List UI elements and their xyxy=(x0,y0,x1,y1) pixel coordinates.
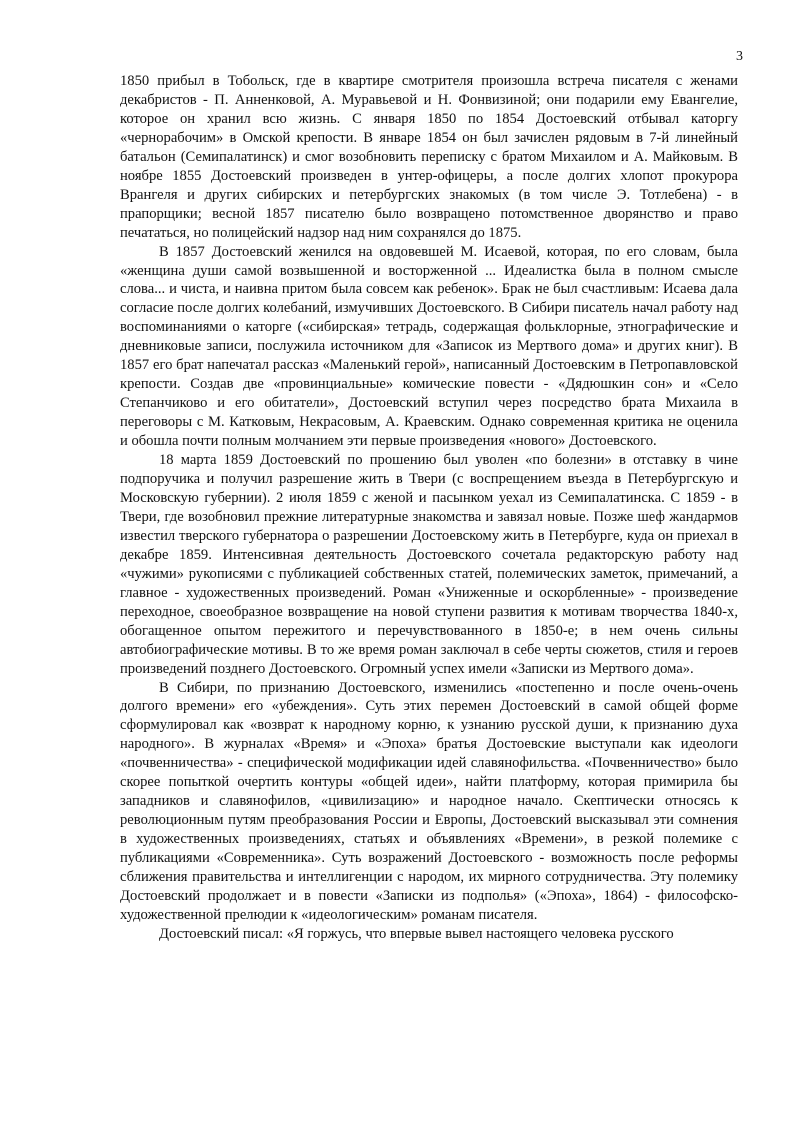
document-body xyxy=(120,72,738,944)
page-number: 3 xyxy=(736,49,743,64)
paragraph: 1850 прибыл в Тобольск, где в квартире смотрителя произошла встреча писателя с женами декабристов - П. Анненковой, А. Муравьевой и Н. Фонвизиной; они подарили ему Евангелие, которое он хранил всю жизнь. С января 1850 по 1854 Достоевский отбывал каторгу «чернорабочим» в Омской крепости. В январе 1854 он был зачислен рядовым в 7-й линейный батальон (Семипалатинск) и смог возобновить переписку с братом Михаилом и А. Майковым. В ноябре 1855 Достоевский произведен в унтер-офицеры, а после долгих хлопот прокурора Врангеля и других сибирских и петербургских знакомых (в том числе Э. Тотлебена) - в прапорщики; весной 1857 писателю было возвращено потомственное дворянство и право печататься, но полицейский надзор над ним сохранялся до 1875. xyxy=(120,73,738,241)
paragraph: В 1857 Достоевский женился на овдовевшей М. Исаевой, которая, по его словам, была «женщина души самой возвышенной и восторженной ... Идеалистка была в полном смысле слова... и чиста, и наивна притом была совсем как ребенок». Брак не был счастливым: Исаева дала согласие после долгих колебаний, измучивших Достоевского. В Сибири писатель начал работу над воспоминаниями о каторге («сибирская» тетрадь, содержащая фольклорные, этнографические и дневниковые записи, послужила источником для «Записок из Мертвого дома» и других книг). В 1857 его брат напечатал рассказ «Маленький герой», написанный Достоевским в Петропавловской крепости. Создав две «провинциальные» комические повести - «Дядюшкин сон» и «Село Степанчиково и его обитатели», Достоевский вступил через посредство брата Михаила в переговоры с М. Катковым, Некрасовым, А. Краевским. Однако современная критика не оценила и обошла почти полным молчанием эти первые произведения «нового» Достоевского. xyxy=(120,243,738,450)
paragraph: В Сибири, по признанию Достоевского, изменились «постепенно и после очень-очень долгого времени» его «убеждения». Суть этих перемен Достоевский в самой общей форме сформулировал как «возврат к народному корню, к узнанию русской души, к признанию духа народного». В журналах «Время» и «Эпоха» братья Достоевские выступали как идеологи «почвенничества» - специфической модификации идей славянофильства. «Почвенничество» было скорее попыткой очертить контуры «общей идеи», найти платформу, которая примирила бы западников и славянофилов, «цивилизацию» и народное начало. Скептически относясь к революционным путям преобразования России и Европы, Достоевский высказывал эти сомнения в художественных произведениях, статьях и объявлениях «Времени», в резкой полемике с публикациями «Современника». Суть возражений Достоевского - возможность после реформы сближения правительства и интеллигенции с народом, их мирного сотрудничества. Эту полемику Достоевский продолжает и в повести «Записки из подполья» («Эпоха», 1864) - философско-художественной прелюдии к «идеологическим» романам писателя. xyxy=(120,679,738,923)
paragraph: 18 марта 1859 Достоевский по прошению был уволен «по болезни» в отставку в чине подпоручика и получил разрешение жить в Твери (с воспрещением въезда в Петербургскую и Московскую губернии). 2 июля 1859 с женой и пасынком уехал из Семипалатинска. С 1859 - в Твери, где возобновил прежние литературные знакомства и завязал новые. Позже шеф жандармов известил тверского губернатора о разрешении Достоевскому жить в Петербурге, куда он приехал в декабре 1859. Интенсивная деятельность Достоевского сочетала редакторскую работу над «чужими» рукописями с публикацией собственных статей, полемических заметок, примечаний, а главное - художественных произведений. Роман «Униженные и оскорбленные» - произведение переходное, своеобразное возвращение на новой ступени развития к мотивам творчества 1840-х, обогащенное опытом пережитого и перечувствованного в 1850-е; в нем очень сильны автобиографические мотивы. В то же время роман заключал в себе черты сюжетов, стиля и героев произведений позднего Достоевского. Огромный успех имели «Записки из Мертвого дома». xyxy=(120,452,738,677)
paragraph: Достоевский писал: «Я горжусь, что впервые вывел настоящего человека русского xyxy=(159,925,674,942)
